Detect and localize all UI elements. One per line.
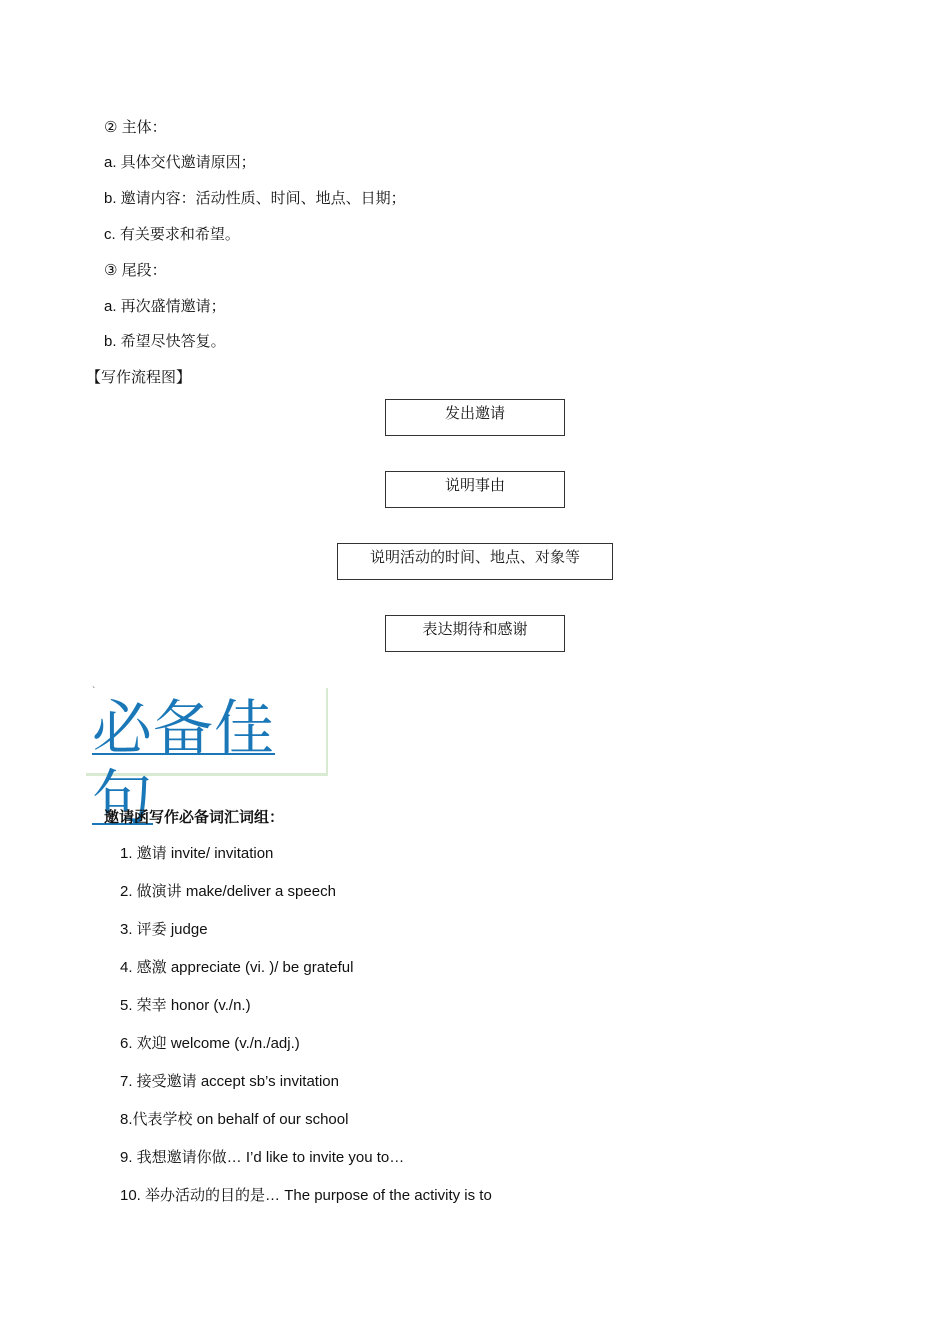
flow-step-box: [385, 399, 565, 436]
body-section-title: ② 主体：: [104, 119, 167, 136]
flow-step-label: 说明事由: [444, 477, 505, 494]
vocab-item: 7. 接受邀请 accept sb’s invitation: [120, 1073, 339, 1090]
vocab-item: 3. 评委 judge: [120, 921, 208, 938]
flow-step-box: [337, 543, 613, 580]
ending-section-title: ③ 尾段：: [104, 262, 167, 279]
banner-text: 必备佳句: [92, 694, 275, 834]
vocab-item: 2. 做演讲 make/deliver a speech: [120, 883, 336, 900]
body-item: c. 有关要求和希望。: [104, 226, 240, 243]
flow-step-box: [385, 471, 565, 508]
flowchart-title: 【写作流程图】: [86, 369, 192, 386]
vocab-item: 5. 荣幸 honor (v./n.): [120, 997, 251, 1014]
vocab-item: 9. 我想邀请你做… I’d like to invite you to…: [120, 1149, 405, 1166]
vocab-item: 6. 欢迎 welcome (v./n./adj.): [120, 1035, 300, 1052]
body-item: b. 邀请内容：活动性质、时间、地点、日期；: [104, 190, 406, 207]
vocab-title: 邀请函写作必备词汇词组：: [104, 809, 285, 826]
ending-item: a. 再次盛情邀请；: [104, 298, 226, 315]
flow-step-label: 发出邀请: [444, 405, 505, 422]
vocab-item: 1. 邀请 invite/ invitation: [120, 845, 274, 862]
ending-item: b. 希望尽快答复。: [104, 333, 226, 350]
vocab-item: 10. 举办活动的目的是… The purpose of the activity is to: [120, 1187, 492, 1204]
body-item: a. 具体交代邀请原因；: [104, 154, 256, 171]
vocab-item: 8.代表学校 on behalf of our school: [120, 1111, 349, 1128]
flow-step-label: 说明活动的时间、地点、对象等: [369, 549, 580, 566]
flow-step-label: 表达期待和感谢: [422, 621, 528, 638]
flow-step-box: [385, 615, 565, 652]
vocab-item: 4. 感激 appreciate (vi. )/ be grateful: [120, 959, 354, 976]
